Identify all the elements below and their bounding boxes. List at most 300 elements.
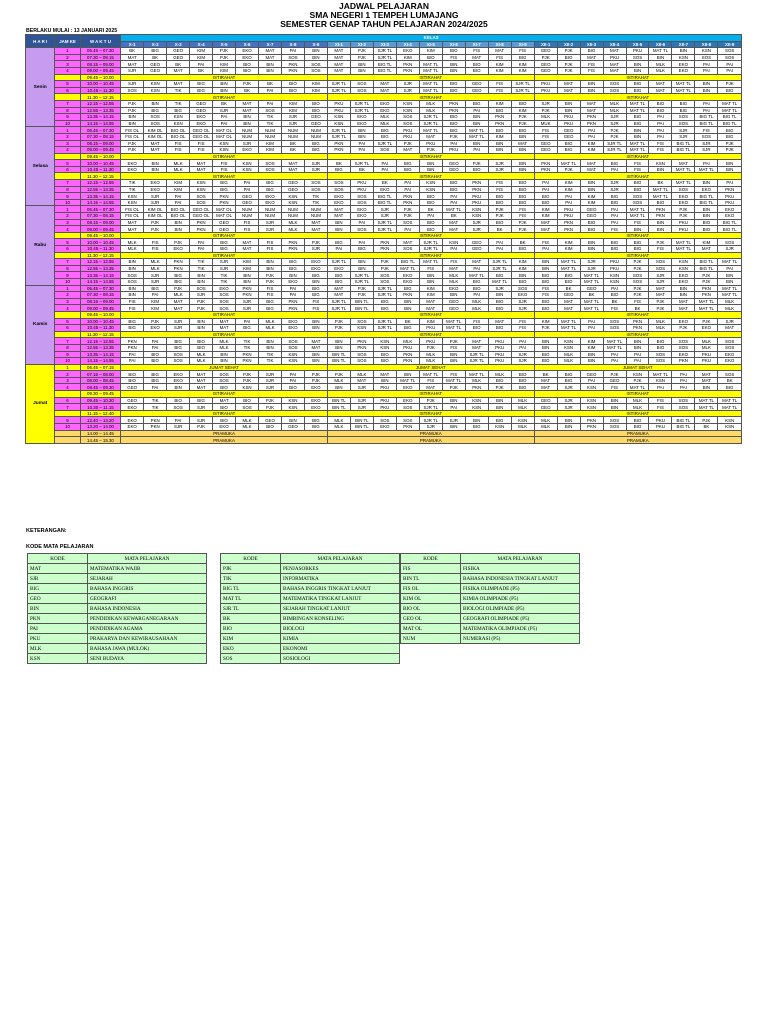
schedule-cell: MLK [373, 114, 396, 121]
schedule-cell: PAI [511, 338, 534, 345]
schedule-cell: KSN [350, 325, 373, 332]
schedule-cell: PAI [213, 114, 236, 121]
schedule-cell: MAT [213, 318, 236, 325]
col-header-hari: H A R I [26, 35, 55, 48]
schedule-cell: FIS [580, 67, 603, 74]
legend-subject: PRAKARYA DAN KEWIRAUSAHAAN [88, 634, 207, 644]
schedule-row [26, 147, 742, 154]
schedule-cell: MAT TL [603, 344, 626, 351]
schedule-cell: BIO OL [167, 206, 190, 213]
schedule-table [25, 34, 742, 444]
schedule-cell: BIG [511, 246, 534, 253]
schedule-cell: SJR [144, 272, 167, 279]
period-time: 07.30 – 08.15 [80, 292, 121, 299]
schedule-cell: SJR TL [327, 87, 350, 94]
schedule-cell: MAT [327, 292, 350, 299]
schedule-cell: PJK [213, 54, 236, 61]
schedule-cell: BIO [442, 114, 465, 121]
schedule-cell: TIK [121, 180, 144, 187]
schedule-cell: KIM [534, 206, 557, 213]
schedule-cell: PAI [534, 186, 557, 193]
schedule-cell: MAT [327, 213, 350, 220]
schedule-cell: SJR [488, 160, 511, 167]
schedule-cell: KIM [580, 193, 603, 200]
schedule-cell: EKO [281, 325, 304, 332]
schedule-cell: MAT [327, 48, 350, 55]
schedule-cell: KIM [557, 246, 580, 253]
legend-subject: GEOGRAFI OLIMPIADE (P5) [461, 614, 580, 624]
schedule-cell: EKO [259, 193, 282, 200]
schedule-cell: GEO [281, 180, 304, 187]
schedule-cell: BIN [672, 48, 695, 55]
legend-subject: NUMERASI (P5) [461, 634, 580, 644]
schedule-cell: KIM [511, 259, 534, 266]
schedule-cell: SJR [190, 417, 213, 424]
schedule-cell: BK [327, 160, 350, 167]
schedule-cell: PJK [488, 206, 511, 213]
schedule-cell: FIS [511, 325, 534, 332]
period-number: 3 [55, 61, 80, 68]
legend-code: FIS [401, 564, 461, 574]
schedule-cell: BIO OL [167, 127, 190, 134]
schedule-cell: EKO [672, 199, 695, 206]
schedule-cell: SJR [281, 114, 304, 121]
schedule-row [26, 246, 742, 253]
period-time: 10.45 – 11.30 [80, 87, 121, 94]
schedule-cell: SJR TL [419, 239, 442, 246]
schedule-cell: SOS [350, 318, 373, 325]
schedule-cell: BIO [190, 344, 213, 351]
schedule-cell: EKO [121, 166, 144, 173]
schedule-cell: NUM [281, 133, 304, 140]
schedule-cell: FIS OL [121, 133, 144, 140]
schedule-cell: MAT TL [672, 87, 695, 94]
schedule-cell: PJK [672, 325, 695, 332]
schedule-cell: SOS [373, 147, 396, 154]
schedule-row [26, 391, 742, 398]
schedule-cell: KIM [144, 305, 167, 312]
day-label: Rabu [26, 206, 55, 285]
schedule-cell: PKU [534, 87, 557, 94]
schedule-cell: EKO [396, 272, 419, 279]
schedule-cell: KSN [603, 272, 626, 279]
schedule-cell: GEO [281, 186, 304, 193]
period-time: 11.30 – 12.15 [80, 94, 121, 101]
schedule-cell: PJK [695, 272, 718, 279]
schedule-cell: BIN [190, 325, 213, 332]
period-number: 1 [55, 127, 80, 134]
period-number: 9 [55, 272, 80, 279]
schedule-cell: NUM [259, 133, 282, 140]
schedule-cell: MAT [327, 285, 350, 292]
schedule-cell: KSN [557, 344, 580, 351]
schedule-cell: BIN [442, 358, 465, 365]
schedule-cell: PJK [236, 371, 259, 378]
schedule-cell: PJK [603, 133, 626, 140]
schedule-cell: PAI [603, 166, 626, 173]
schedule-cell: PJK [350, 48, 373, 55]
schedule-cell: BIN [695, 384, 718, 391]
schedule-cell: MAT TL [465, 371, 488, 378]
schedule-cell: BIG [304, 140, 327, 147]
schedule-cell: PKU [488, 338, 511, 345]
schedule-cell: PAI [236, 318, 259, 325]
schedule-cell: BIN [419, 160, 442, 167]
legend-row [221, 614, 400, 624]
schedule-cell: BIN TL [327, 404, 350, 411]
period-time: 14.15 – 14.55 [80, 120, 121, 127]
schedule-cell: EKO [327, 193, 350, 200]
period-number: 6 [55, 166, 80, 173]
schedule-cell: BIO [373, 351, 396, 358]
schedule-cell: GEO [580, 206, 603, 213]
schedule-cell: KIM [580, 199, 603, 206]
schedule-cell: KIM [580, 140, 603, 147]
schedule-cell: PAI [695, 160, 718, 167]
schedule-cell: MAT TL [649, 371, 672, 378]
schedule-cell: MAT [649, 81, 672, 88]
schedule-cell: PKU [396, 344, 419, 351]
schedule-cell: PJK [304, 371, 327, 378]
schedule-cell: SJR [259, 219, 282, 226]
schedule-cell: SJR [672, 127, 695, 134]
schedule-cell: GEO [557, 292, 580, 299]
break-label-xi: ISTIRAHAT [327, 252, 534, 259]
schedule-cell: KSN [465, 404, 488, 411]
schedule-cell: SJR [144, 193, 167, 200]
schedule-cell: EKO [718, 358, 742, 365]
period-time: 08.15 – 09.00 [80, 61, 121, 68]
period-time: 11.30 – 12.15 [80, 331, 121, 338]
schedule-cell: BIN [236, 272, 259, 279]
schedule-cell: MLK [281, 219, 304, 226]
period-number: 5 [55, 160, 80, 167]
schedule-cell: SOS [695, 54, 718, 61]
schedule-cell: BIN [488, 147, 511, 154]
schedule-cell: BIN [259, 61, 282, 68]
schedule-cell: PAI [350, 219, 373, 226]
schedule-cell: KIM [167, 180, 190, 187]
legend-code: PKN [28, 614, 88, 624]
schedule-cell: MAT [373, 371, 396, 378]
legend-row [401, 574, 580, 584]
schedule-cell: PAI [396, 180, 419, 187]
schedule-cell: GEO [580, 371, 603, 378]
schedule-cell: KSN [236, 166, 259, 173]
schedule-cell: PAI [190, 246, 213, 253]
schedule-cell: MAT [327, 206, 350, 213]
schedule-cell: PJK [626, 265, 649, 272]
schedule-cell: SJR [580, 265, 603, 272]
schedule-cell: BIG [557, 371, 580, 378]
schedule-cell: BK [396, 318, 419, 325]
period-number [55, 232, 80, 239]
schedule-cell: EKO [121, 417, 144, 424]
pramuka-label-xi: PRAMUKA [327, 437, 534, 444]
schedule-row [26, 153, 742, 160]
period-number: 10 [55, 199, 80, 206]
schedule-cell: BIG TL [695, 259, 718, 266]
schedule-cell: MLK [373, 120, 396, 127]
schedule-cell: SOS [672, 344, 695, 351]
schedule-cell: PKN [649, 206, 672, 213]
schedule-cell: SJR TL [373, 285, 396, 292]
schedule-cell: MAT [603, 61, 626, 68]
schedule-cell: BIN [442, 292, 465, 299]
schedule-cell: SOS [672, 404, 695, 411]
schedule-cell: PAI [396, 186, 419, 193]
schedule-cell: MAT [672, 305, 695, 312]
schedule-cell: PKU [695, 358, 718, 365]
schedule-cell: FIS [534, 292, 557, 299]
schedule-cell: PAI [190, 61, 213, 68]
schedule-cell: MAT [190, 384, 213, 391]
schedule-row [26, 133, 742, 140]
schedule-cell: TIK [144, 404, 167, 411]
legend-row [401, 614, 580, 624]
schedule-cell: TIK [121, 186, 144, 193]
schedule-cell: MAT TL [580, 298, 603, 305]
schedule-cell: BIG [396, 285, 419, 292]
schedule-cell: BIN [167, 226, 190, 233]
schedule-cell: FIS [488, 87, 511, 94]
schedule-cell: SOS [350, 87, 373, 94]
schedule-cell: GEO [213, 226, 236, 233]
legend-subject: KIMIA [281, 634, 400, 644]
schedule-cell: FIS [419, 265, 442, 272]
schedule-row [26, 226, 742, 233]
schedule-row [26, 298, 742, 305]
schedule-cell: BIG [603, 193, 626, 200]
break-label-xii: ISTIRAHAT [534, 94, 741, 101]
schedule-cell: BIN [626, 133, 649, 140]
schedule-cell: BIN [672, 292, 695, 299]
schedule-cell: BIN [442, 351, 465, 358]
schedule-cell: BIN [304, 54, 327, 61]
schedule-cell: PAI [718, 265, 742, 272]
legend-table-3 [400, 553, 580, 644]
schedule-cell: EKO [144, 180, 167, 187]
period-time: 09.45 – 10.00 [80, 232, 121, 239]
schedule-cell: SOS [718, 344, 742, 351]
schedule-cell: SOS [396, 404, 419, 411]
schedule-cell: BIG TL [695, 199, 718, 206]
schedule-cell: FIS [603, 226, 626, 233]
schedule-cell: KIM [304, 87, 327, 94]
schedule-cell: KSN [213, 140, 236, 147]
schedule-cell: MAT TL [718, 397, 742, 404]
period-time: 12.40 – 13.20 [80, 417, 121, 424]
class-header-row [26, 41, 742, 48]
schedule-cell: PAI [672, 384, 695, 391]
schedule-cell: BIG [626, 114, 649, 121]
schedule-cell: BIO [121, 371, 144, 378]
class-header-x-5: X-5 [213, 41, 236, 48]
schedule-cell: SJR TL [327, 127, 350, 134]
legend-header-kode: KODE [401, 554, 461, 564]
schedule-cell: PJK [304, 239, 327, 246]
schedule-cell: SOS [603, 87, 626, 94]
schedule-cell: NUM [304, 127, 327, 134]
schedule-cell: BIO OL [167, 133, 190, 140]
schedule-cell: BIN [304, 358, 327, 365]
schedule-cell: PKN [488, 114, 511, 121]
schedule-cell: BIG [396, 325, 419, 332]
schedule-cell: PKU [465, 193, 488, 200]
schedule-cell: PKN [350, 338, 373, 345]
schedule-cell: MAT [580, 166, 603, 173]
schedule-cell: MAT [580, 100, 603, 107]
schedule-cell: BIO [557, 272, 580, 279]
schedule-cell: SOS [121, 278, 144, 285]
schedule-cell: PKU [396, 133, 419, 140]
schedule-cell: BK [649, 180, 672, 187]
legend-header-kode: KODE [28, 554, 88, 564]
schedule-cell: SOS [396, 219, 419, 226]
legend-subject: BAHASA INDONESIA [88, 604, 207, 614]
schedule-cell: BIN [213, 87, 236, 94]
schedule-cell: SOS [603, 318, 626, 325]
schedule-cell: PKN [281, 246, 304, 253]
schedule-cell: BIG TL [695, 265, 718, 272]
schedule-cell: MLK [718, 298, 742, 305]
schedule-cell: MAT [534, 377, 557, 384]
schedule-cell: PAI [580, 133, 603, 140]
schedule-cell: PJK [396, 213, 419, 220]
schedule-cell: BIN [190, 278, 213, 285]
schedule-cell: MAT TL [580, 272, 603, 279]
schedule-cell: BIO [649, 199, 672, 206]
schedule-cell: MAT TL [672, 81, 695, 88]
schedule-cell: PJK [649, 239, 672, 246]
schedule-cell: KSN [144, 81, 167, 88]
schedule-cell: SJR [373, 206, 396, 213]
schedule-cell: EKO [695, 325, 718, 332]
schedule-cell: KIM [511, 107, 534, 114]
schedule-cell: BIG [304, 417, 327, 424]
schedule-cell: SOS [281, 344, 304, 351]
schedule-cell: GEO [304, 120, 327, 127]
schedule-cell: NUM [281, 206, 304, 213]
schedule-cell: PJK [442, 133, 465, 140]
schedule-cell: PKN [580, 424, 603, 431]
schedule-cell: SOS [373, 272, 396, 279]
schedule-cell: SOS [259, 107, 282, 114]
schedule-cell: KSN [626, 371, 649, 378]
schedule-cell: BIG [327, 239, 350, 246]
break-label-x: ISTIRAHAT [121, 252, 328, 259]
schedule-cell: PKN [236, 292, 259, 299]
schedule-cell: KIM [236, 265, 259, 272]
schedule-cell: KSN [718, 424, 742, 431]
schedule-cell: FIS [259, 239, 282, 246]
schedule-cell: MLK [534, 417, 557, 424]
schedule-cell: PJK [396, 206, 419, 213]
schedule-cell: PKN [396, 61, 419, 68]
schedule-cell: PAI [442, 140, 465, 147]
schedule-cell: BIN [144, 100, 167, 107]
schedule-cell: PJK [442, 384, 465, 391]
class-header-xi-2: XI-2 [350, 41, 373, 48]
schedule-cell: PJK [626, 259, 649, 266]
schedule-cell: PKN [144, 417, 167, 424]
schedule-cell: BIG [281, 259, 304, 266]
period-number: 1 [55, 285, 80, 292]
schedule-cell: EKO [121, 424, 144, 431]
schedule-cell: GEO [580, 213, 603, 220]
schedule-cell: BIO [534, 305, 557, 312]
schedule-cell: MAT [695, 377, 718, 384]
schedule-cell: KIM [580, 344, 603, 351]
schedule-cell: SJR [465, 226, 488, 233]
schedule-cell: MUK [534, 120, 557, 127]
schedule-cell: MAT TL [465, 133, 488, 140]
schedule-cell: NUM [304, 206, 327, 213]
schedule-cell: MLK [511, 397, 534, 404]
period-number: 9 [55, 417, 80, 424]
schedule-cell: PAI [236, 186, 259, 193]
schedule-cell: EKO [144, 186, 167, 193]
semester-label: SEMESTER GENAP TAHUN PELAJARAN 2024/2025 [280, 19, 488, 29]
schedule-cell: MAT [718, 325, 742, 332]
schedule-cell: BIO [511, 180, 534, 187]
schedule-cell: NUM [236, 127, 259, 134]
schedule-cell: SOS [626, 54, 649, 61]
period-time: 09.45 – 10.30 [80, 397, 121, 404]
schedule-cell: GEO [259, 417, 282, 424]
schedule-cell: BIO [281, 87, 304, 94]
legend-row [28, 654, 207, 664]
schedule-cell: BIG [304, 285, 327, 292]
legend-subject: MATEMATIKA TINGKAT LANJUT [281, 594, 400, 604]
schedule-cell: SJR [373, 213, 396, 220]
schedule-cell: BIG [281, 265, 304, 272]
schedule-cell: BIO [373, 358, 396, 365]
period-time: 06.45 – 07.30 [80, 285, 121, 292]
break-label-xii: ISTIRAHAT [534, 331, 741, 338]
period-number: 1 [55, 206, 80, 213]
schedule-cell: PJK [534, 107, 557, 114]
legend-code: MAT TL [221, 594, 281, 604]
schedule-cell: BIO [419, 193, 442, 200]
schedule-cell: BK [626, 305, 649, 312]
break-label-xii: ISTIRAHAT [534, 153, 741, 160]
schedule-cell: MLK [649, 318, 672, 325]
schedule-cell: EKO [167, 377, 190, 384]
period-time: 08.45 – 09.30 [80, 384, 121, 391]
schedule-cell: SJR [236, 140, 259, 147]
period-number: 10 [55, 424, 80, 431]
schedule-cell: BIN TL [350, 298, 373, 305]
schedule-row [26, 199, 742, 206]
schedule-cell: MAT TL [465, 127, 488, 134]
schedule-cell: PKN [557, 219, 580, 226]
schedule-cell: SOS [649, 259, 672, 266]
schedule-cell: SJR TL [350, 100, 373, 107]
class-header-xi-5: XI-5 [419, 41, 442, 48]
legend-code: BIG TL [221, 584, 281, 594]
schedule-cell: BIG TL [672, 417, 695, 424]
schedule-cell: SOS [350, 199, 373, 206]
schedule-cell: MAT TL [442, 318, 465, 325]
period-time: 10.00 – 10.45 [80, 318, 121, 325]
schedule-cell: BIO [419, 199, 442, 206]
schedule-cell: PKN [580, 114, 603, 121]
schedule-cell: MAT TL [442, 325, 465, 332]
day-label: Kamis [26, 285, 55, 364]
schedule-cell: BK [190, 67, 213, 74]
schedule-row [26, 397, 742, 404]
